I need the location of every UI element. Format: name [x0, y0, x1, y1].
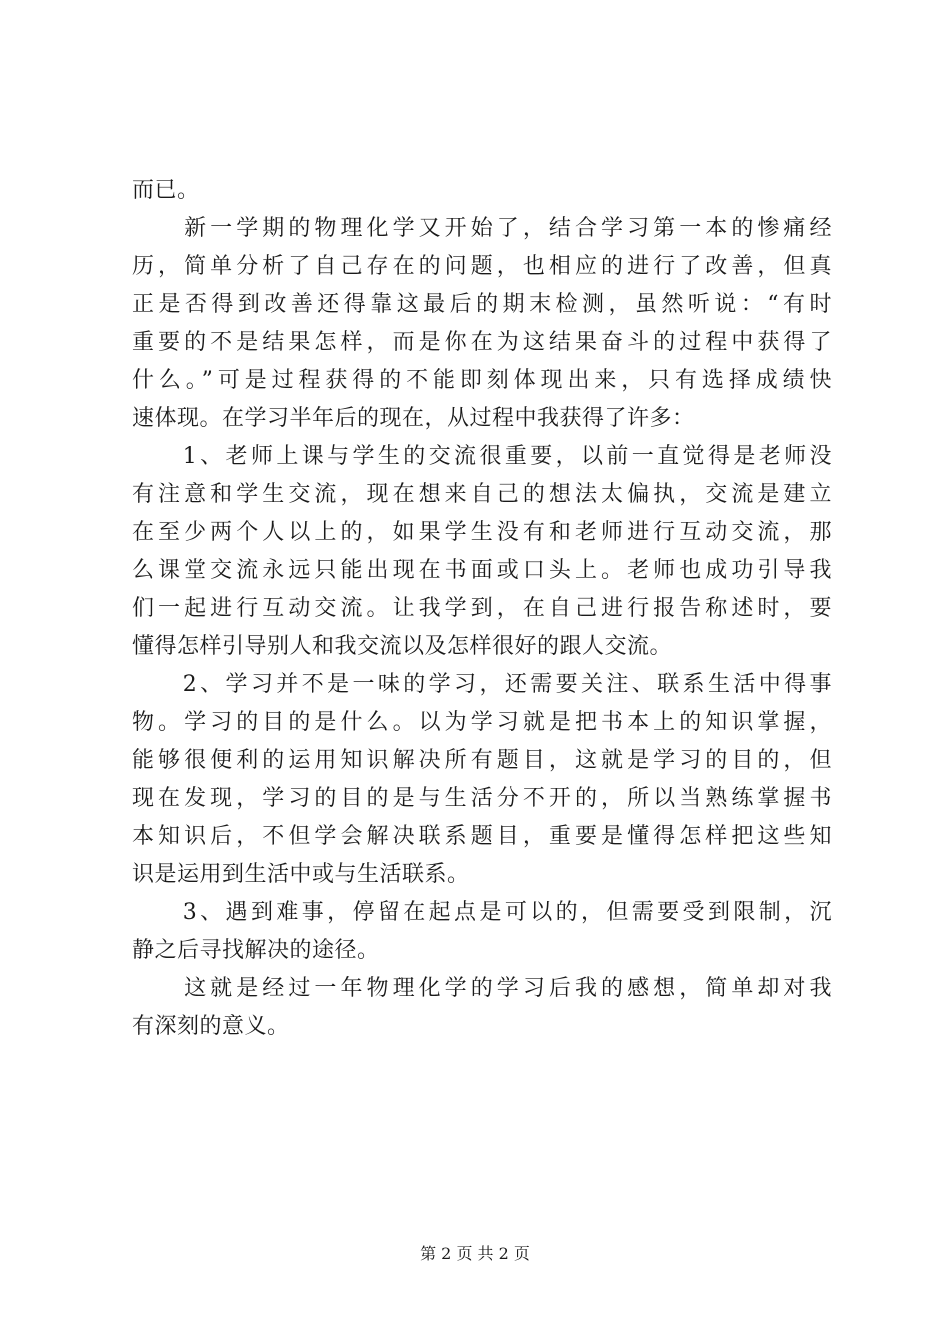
- page-number-footer: 第 2 页 共 2 页: [420, 1244, 530, 1263]
- text-line: 这就是经过一年物理化学的学习后我的感想，简单却对我: [132, 976, 832, 1001]
- paragraph-intro: [132, 210, 832, 438]
- text-line: 速体现。在学习半年后的现在，从过程中我获得了许多：: [132, 406, 695, 431]
- text-line: 在至少两个人以上的，如果学生没有和老师进行互动交流，那: [132, 520, 832, 545]
- text-line: 1、老师上课与学生的交流很重要，以前一直觉得是老师没: [132, 444, 832, 469]
- paragraph-point-1: [132, 438, 832, 666]
- text-line: 有深刻的意义。: [132, 1014, 290, 1039]
- text-line: 而已。: [132, 178, 200, 203]
- paragraph-continuation: [132, 172, 832, 210]
- text-line: 物。学习的目的是什么。以为学习就是把书本上的知识掌握，: [132, 710, 832, 735]
- paragraph-point-3: [132, 894, 832, 970]
- text-line: 2、学习并不是一味的学习，还需要关注、联系生活中得事: [132, 672, 832, 697]
- text-line: 3、遇到难事，停留在起点是可以的，但需要受到限制，沉: [132, 900, 832, 925]
- text-line: 正是否得到改善还得靠这最后的期末检测，虽然听说：“有时: [132, 292, 832, 317]
- text-line: 静之后寻找解决的途径。: [132, 938, 380, 963]
- text-line: 新一学期的物理化学又开始了，结合学习第一本的惨痛经: [132, 216, 832, 241]
- document-body: [132, 172, 832, 1046]
- paragraph-conclusion: [132, 970, 832, 1046]
- text-line: 识是运用到生活中或与生活联系。: [132, 862, 470, 887]
- text-line: 本知识后，不但学会解决联系题目，重要是懂得怎样把这些知: [132, 824, 832, 849]
- text-line: 历，简单分析了自己存在的问题，也相应的进行了改善，但真: [132, 254, 832, 279]
- text-line: 么课堂交流永远只能出现在书面或口头上。老师也成功引导我: [132, 558, 832, 583]
- text-line: 什么。”可是过程获得的不能即刻体现出来，只有选择成绩快: [132, 368, 832, 393]
- text-line: 懂得怎样引导别人和我交流以及怎样很好的跟人交流。: [132, 634, 673, 659]
- text-line: 现在发现，学习的目的是与生活分不开的，所以当熟练掌握书: [132, 786, 832, 811]
- text-line: 们一起进行互动交流。让我学到，在自己进行报告称述时，要: [132, 596, 832, 621]
- text-line: 重要的不是结果怎样，而是你在为这结果奋斗的过程中获得了: [132, 330, 832, 355]
- text-line: 有注意和学生交流，现在想来自己的想法太偏执，交流是建立: [132, 482, 832, 507]
- text-line: 能够很便利的运用知识解决所有题目，这就是学习的目的，但: [132, 748, 832, 773]
- paragraph-point-2: [132, 666, 832, 894]
